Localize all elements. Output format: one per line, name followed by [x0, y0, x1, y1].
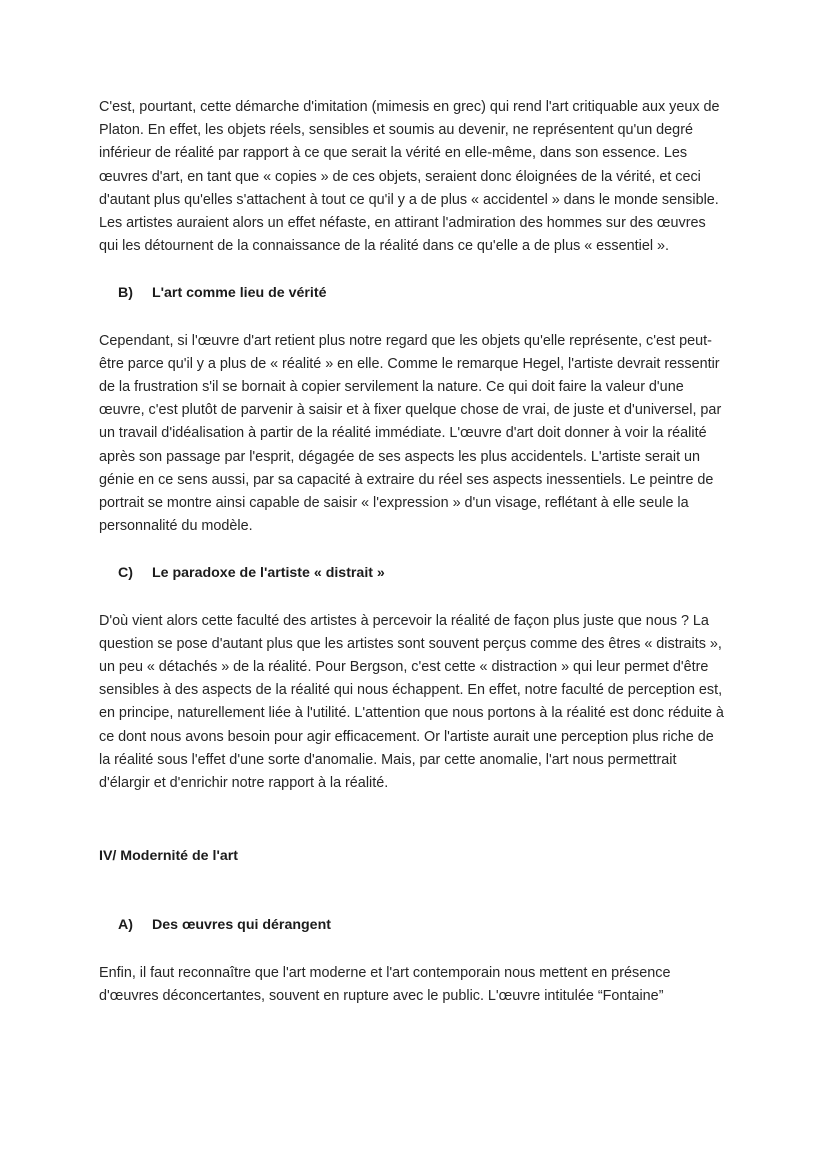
spacer [99, 538, 725, 562]
heading-c [99, 562, 725, 585]
heading-a-label: A) [118, 917, 133, 934]
heading-b [99, 282, 725, 305]
paragraph-bergson-distraction: D'où vient alors cette faculté des artistes à percevoir la réalité de façon plus juste que nous ? La question se pose d'autant plus que les artistes sont souvent perçus comme des êtres « distraits », un peu « détachés » de la réalité. Pour Bergson, c'est cette « distraction » qui leur permet d'être sensibles à des aspects de la réalité qui nous échappent. En effet, notre faculté de perception est, en principe, naturellement liée à l'utilité. L'attention que nous portons à la réalité est donc réduite à ce dont nous avons besoin pour agir efficacement. Or l'artiste aurait une perception plus riche de la réalité sous l'effet d'une sorte d'anomalie. Mais, par cette anomalie, l'art nous permettrait d'élargir et d'enrichir notre rapport à la réalité. [99, 612, 724, 792]
heading-b-label: B) [118, 285, 133, 302]
spacer [99, 586, 725, 610]
heading-c-label: C) [118, 565, 133, 582]
document-text-body [99, 96, 725, 1008]
spacer [99, 938, 725, 962]
heading-b-text: L'art comme lieu de vérité [152, 285, 327, 302]
spacer [99, 795, 725, 845]
spacer [99, 258, 725, 282]
paragraph-hegel-verite: Cependant, si l'œuvre d'art retient plus notre regard que les objets qu'elle représente, c'est peut-être parce qu'il y a plus de « réalité » en elle. Comme le remarque Hegel, l'artiste devrait ressentir de la frustration s'il se bornait à copier servilement la nature. Ce qui doit faire la valeur d'une œuvre, c'est plutôt de parvenir à saisir et à fixer quelque chose de vrai, de juste et d'universel, par un travail d'idéalisation à partir de la réalité immédiate. L'œuvre d'art doit donner à voir la réalité après son passage par l'esprit, dégagée de ses aspects les plus accidentels. L'artiste serait un génie en ce sens aussi, par sa capacité à extraire du réel ses aspects inessentiels. Le peintre de portrait se montre ainsi capable de saisir « l'expression » d'un visage, reflétant à elle seule la personnalité du modèle. [99, 332, 722, 535]
heading-c-text: Le paradoxe de l'artiste « distrait » [152, 565, 385, 582]
paragraph-art-moderne-fontaine: Enfin, il faut reconnaître que l'art moderne et l'art contemporain nous mettent en présence d'œuvres déconcertantes, souvent en rupture avec le public. L'œuvre intitulée “Fontaine” [99, 964, 671, 1004]
heading-section-iv: IV/ Modernité de l'art [99, 848, 238, 865]
spacer [99, 306, 725, 330]
heading-a-text: Des œuvres qui dérangent [152, 917, 331, 934]
heading-a [99, 914, 725, 937]
paragraph-platon-critique: C'est, pourtant, cette démarche d'imitation (mimesis en grec) qui rend l'art critiquable aux yeux de Platon. En effet, les objets réels, sensibles et soumis au devenir, ne représentent qu'un degré inférieur de réalité par rapport à ce que serait la vérité en elle-même, dans son essence. Les œuvres d'art, en tant que « copies » de ces objets, seraient donc éloignées de la vérité, et ceci d'autant plus qu'elles s'attachent à tout ce qu'il y a de plus « accidentel » dans le monde sensible. Les artistes auraient alors un effet néfaste, en attirant l'admiration des hommes sur des œuvres qui les détournent de la connaissance de la réalité dans ce qu'elle a de plus « essentiel ». [99, 99, 720, 255]
spacer [99, 868, 725, 914]
